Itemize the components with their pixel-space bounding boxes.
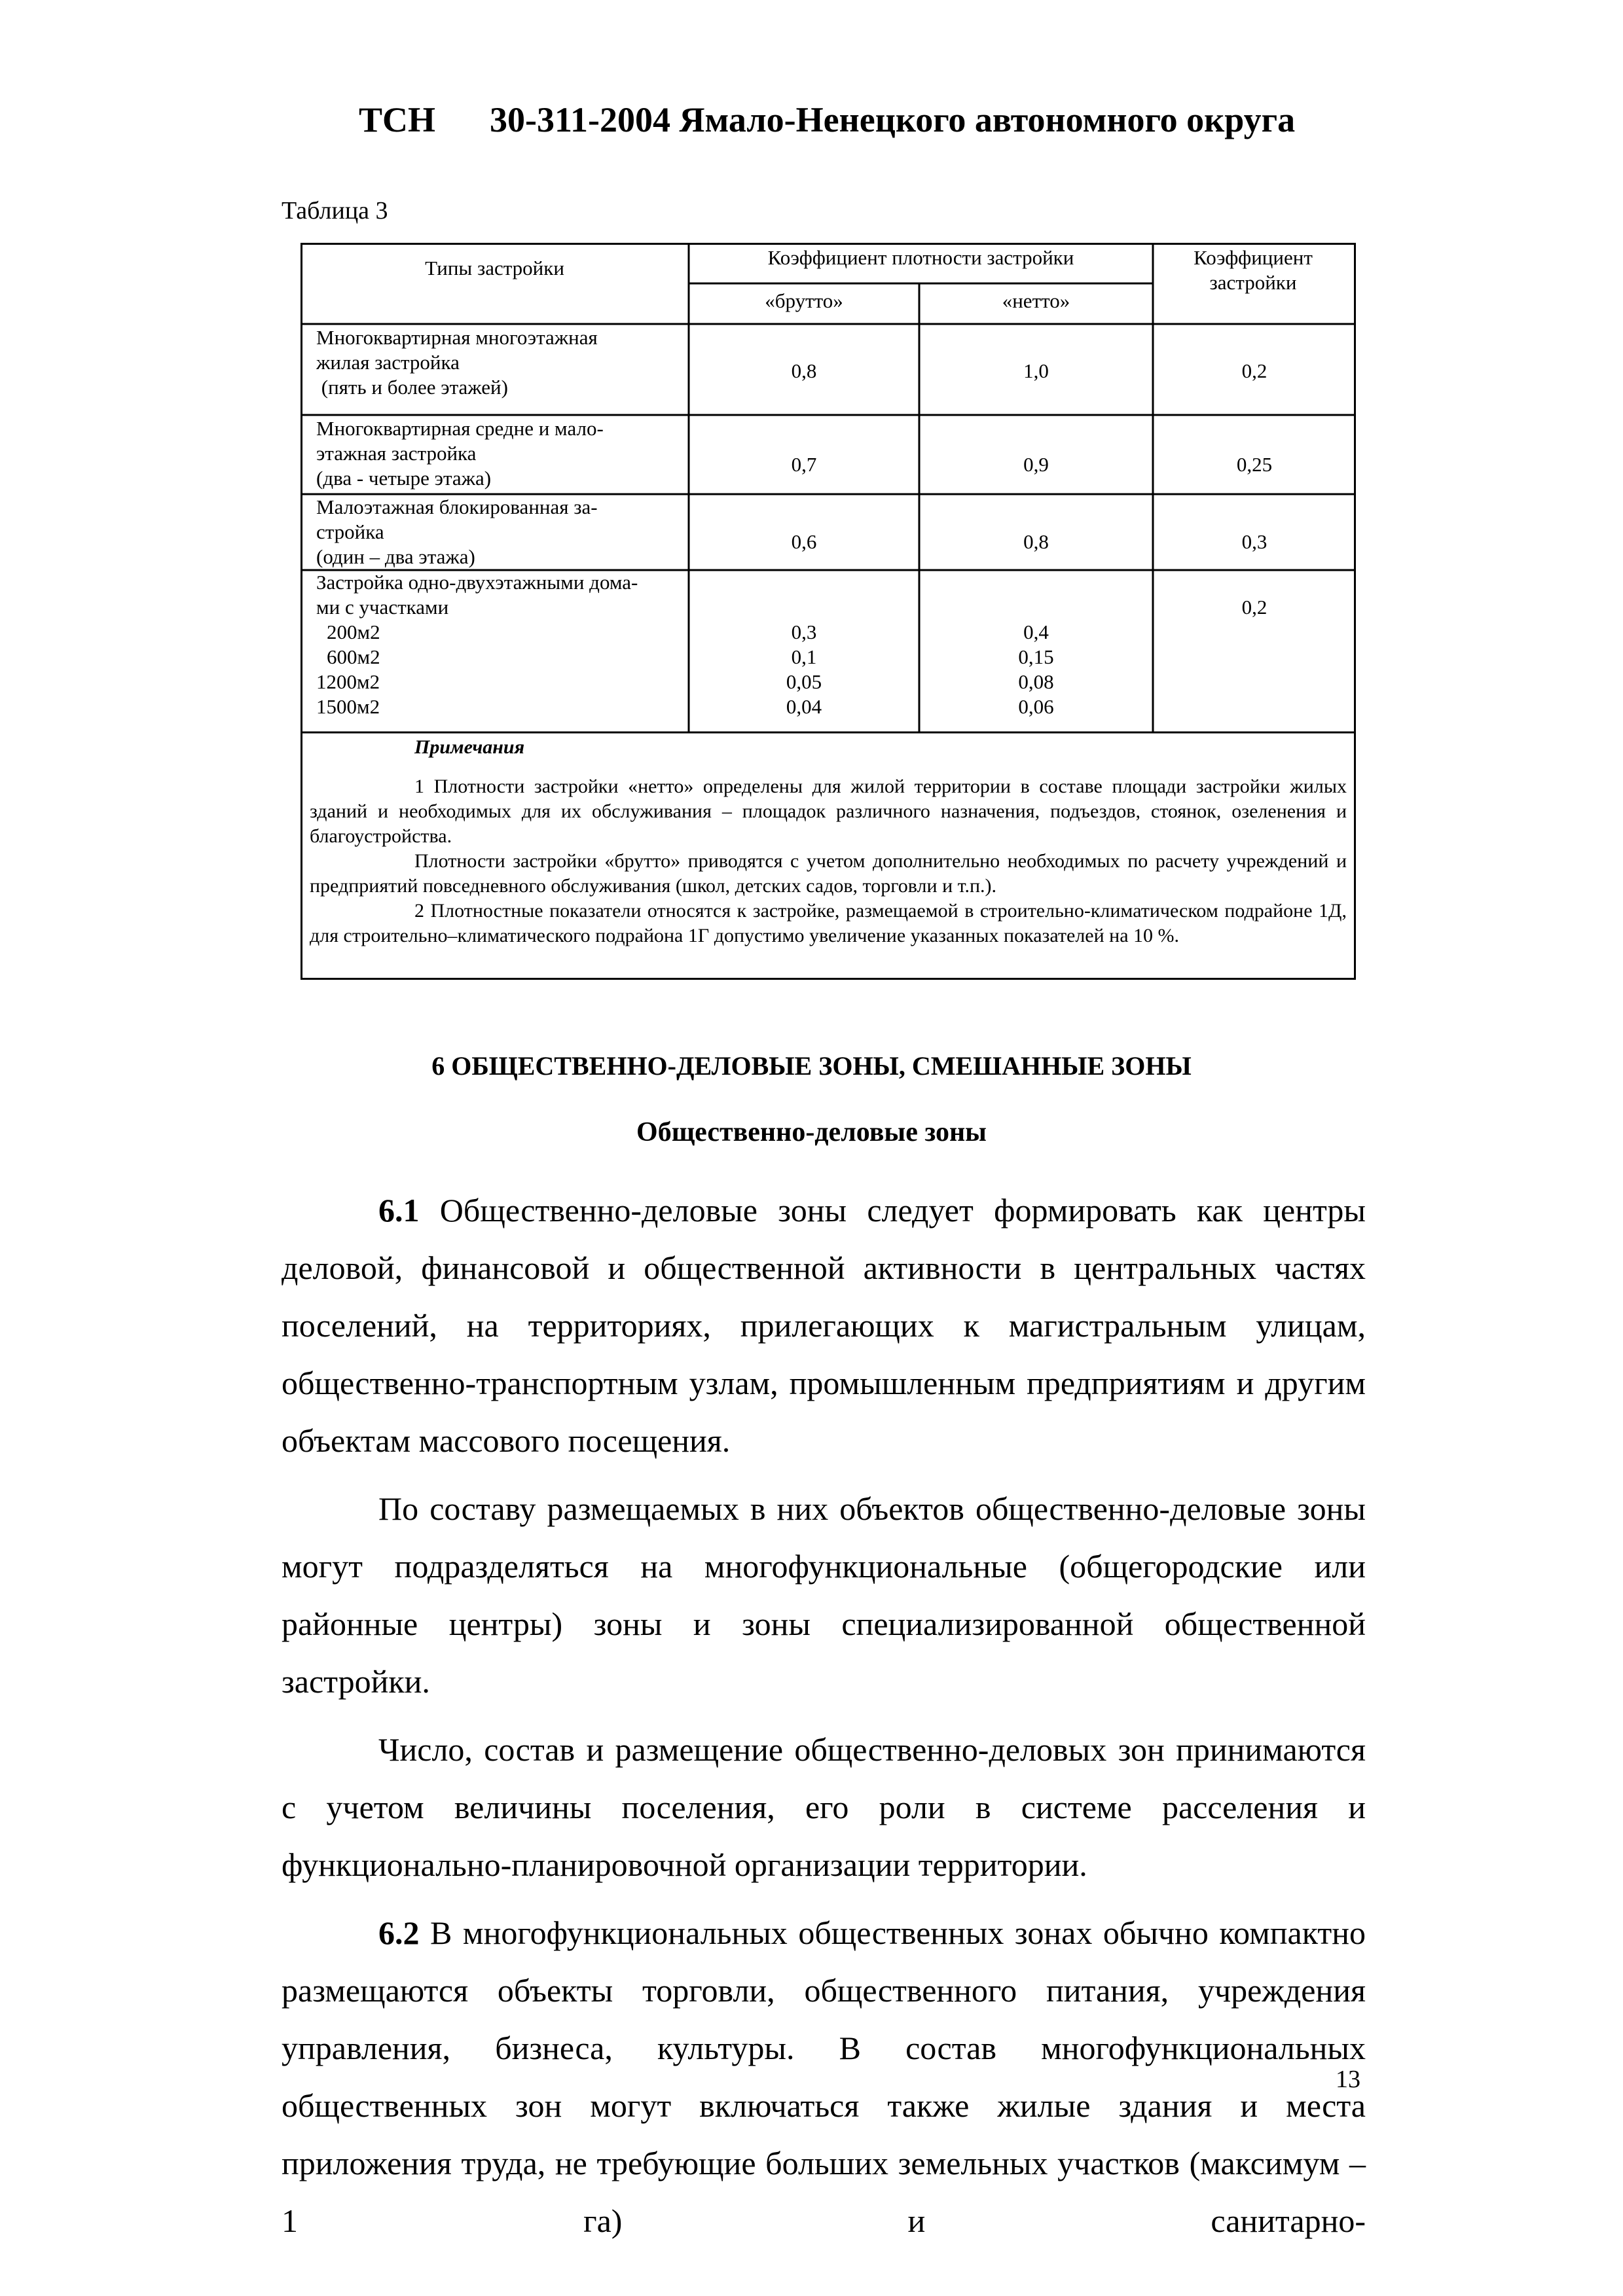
brutto-value: 0,1 [791,645,817,668]
row-3-netto: 0,8 [1023,530,1049,553]
brutto-value: 0,05 [786,670,822,693]
body-text [282,1181,1366,2260]
notes-title: Примечания [414,736,525,758]
row-3-label [316,495,682,569]
plot-area: 1200м2 [316,670,380,693]
row-2-netto: 0,9 [1023,453,1049,476]
row-4-netto-values [919,620,1153,719]
netto-value: 0,08 [1018,670,1054,693]
netto-value: 0,15 [1018,645,1054,668]
note-paragraph: 2 Плотностные показатели относятся к застройке, размещаемой в строительно-климатическом подрайоне 1Д, для строительно–климатического подрайона 1Г допустимо увеличение указанных показателей на 10 %. [310,900,1347,946]
plot-area: 600м2 [327,645,380,668]
document-title: 30-311-2004 Ямало-Ненецкого автономного округа [490,100,1296,139]
brutto-value: 0,04 [786,695,822,718]
paragraph-text: В многофункциональных общественных зонах обычно компактно размещаются объекты торговли, общественного питания, учреждения управления, бизнеса, культуры. В состав многофункциональных общественных зон могут включаться также жилые здания и места приложения труда, не требующие больших земельных участков (максимум – 1 га) и санитарно- [282,1914,1366,2239]
row-4-label-line: Застройка одно-двухэтажными дома- [316,571,638,594]
row-1-label [316,325,682,400]
standard-code: ТСН [359,100,436,139]
row-4-coef: 0,2 [1241,596,1267,619]
row-3-coef: 0,3 [1241,530,1267,553]
plot-area: 200м2 [327,620,380,643]
netto-value: 0,06 [1018,695,1054,718]
row-4-brutto-values [689,620,919,719]
row-1-label-line: (пять и более этажей) [316,376,508,399]
row-4-label-line: ми с участками [316,596,449,619]
row-3-brutto: 0,6 [791,530,817,553]
row-2-label-line: этажная застройка [316,442,477,465]
page-number: 13 [1336,2066,1360,2093]
paragraph: По составу размещаемых в них объектов общественно-деловые зоны могут подразделяться на многофункциональные (общегородские или районные центры) зоны и зоны специализированной общественной застройки. [282,1490,1366,1700]
header-density: Коэффициент плотности застройки [767,246,1074,269]
plot-area: 1500м2 [316,695,380,718]
row-1-brutto: 0,8 [791,359,817,382]
row-1-netto: 1,0 [1023,359,1049,382]
paragraph-6-1 [282,1181,1366,1469]
table-caption: Таблица 3 [282,197,388,224]
paragraph-text: Общественно-деловые зоны следует формировать как центры деловой, финансовой и общественной активности в центральных частях поселений, на территориях, прилегающих к магистральным улицам, общественно-транспортным узлам, промышленным предприятиям и другим объектам массового посещения. [282,1192,1366,1459]
document-header [359,99,1370,152]
row-1-label-line: Многоквартирная многоэтажная [316,326,598,349]
clause-number: 6.1 [378,1192,420,1229]
header-netto: «нетто» [1002,289,1070,312]
note-paragraph: Плотности застройки «брутто» приводятся с учетом дополнительно необходимых по расчету учреждений и предприятий повседневного обслуживания (школ, детских садов, торговли и т.п.). [310,850,1347,897]
row-2-label [316,416,682,491]
row-3-label-line: (один – два этажа) [316,545,475,568]
row-2-coef: 0,25 [1236,453,1273,476]
row-2-label-line: Многоквартирная средне и мало- [316,417,604,440]
clause-number: 6.2 [378,1914,420,1951]
section-title: 6 ОБЩЕСТВЕННО-ДЕЛОВЫЕ ЗОНЫ, СМЕШАННЫЕ ЗОНЫ [431,1051,1192,1081]
section-subtitle: Общественно-деловые зоны [636,1117,987,1147]
row-2-label-line: (два - четыре этажа) [316,467,492,490]
brutto-value: 0,3 [791,620,817,643]
netto-value: 0,4 [1023,620,1049,643]
note-paragraph: 1 Плотности застройки «нетто» определены для жилой территории в составе площади застройки жилых зданий и необходимых для их обслуживания – площадок различного назначения, подъездов, стоянок, озеленения и благоустройства. [310,776,1347,847]
header-brutto: «брутто» [765,289,843,312]
row-3-label-line: Малоэтажная блокированная за- [316,495,598,518]
row-4-label [316,570,682,719]
row-1-label-line: жилая застройка [316,351,460,374]
row-3-label-line: стройка [316,520,384,543]
row-1-coef: 0,2 [1241,359,1267,382]
density-table [301,243,1356,980]
row-2-brutto: 0,7 [791,453,817,476]
table-notes [310,735,1347,948]
header-types: Типы застройки [425,257,564,279]
paragraph-6-2 [282,1904,1366,2250]
paragraph: Число, состав и размещение общественно-деловых зон принимаются с учетом величины поселения, его роли в системе расселения и функционально-планировочной организации территории. [282,1731,1366,1883]
header-coef: Коэффициент застройки [1194,246,1313,294]
